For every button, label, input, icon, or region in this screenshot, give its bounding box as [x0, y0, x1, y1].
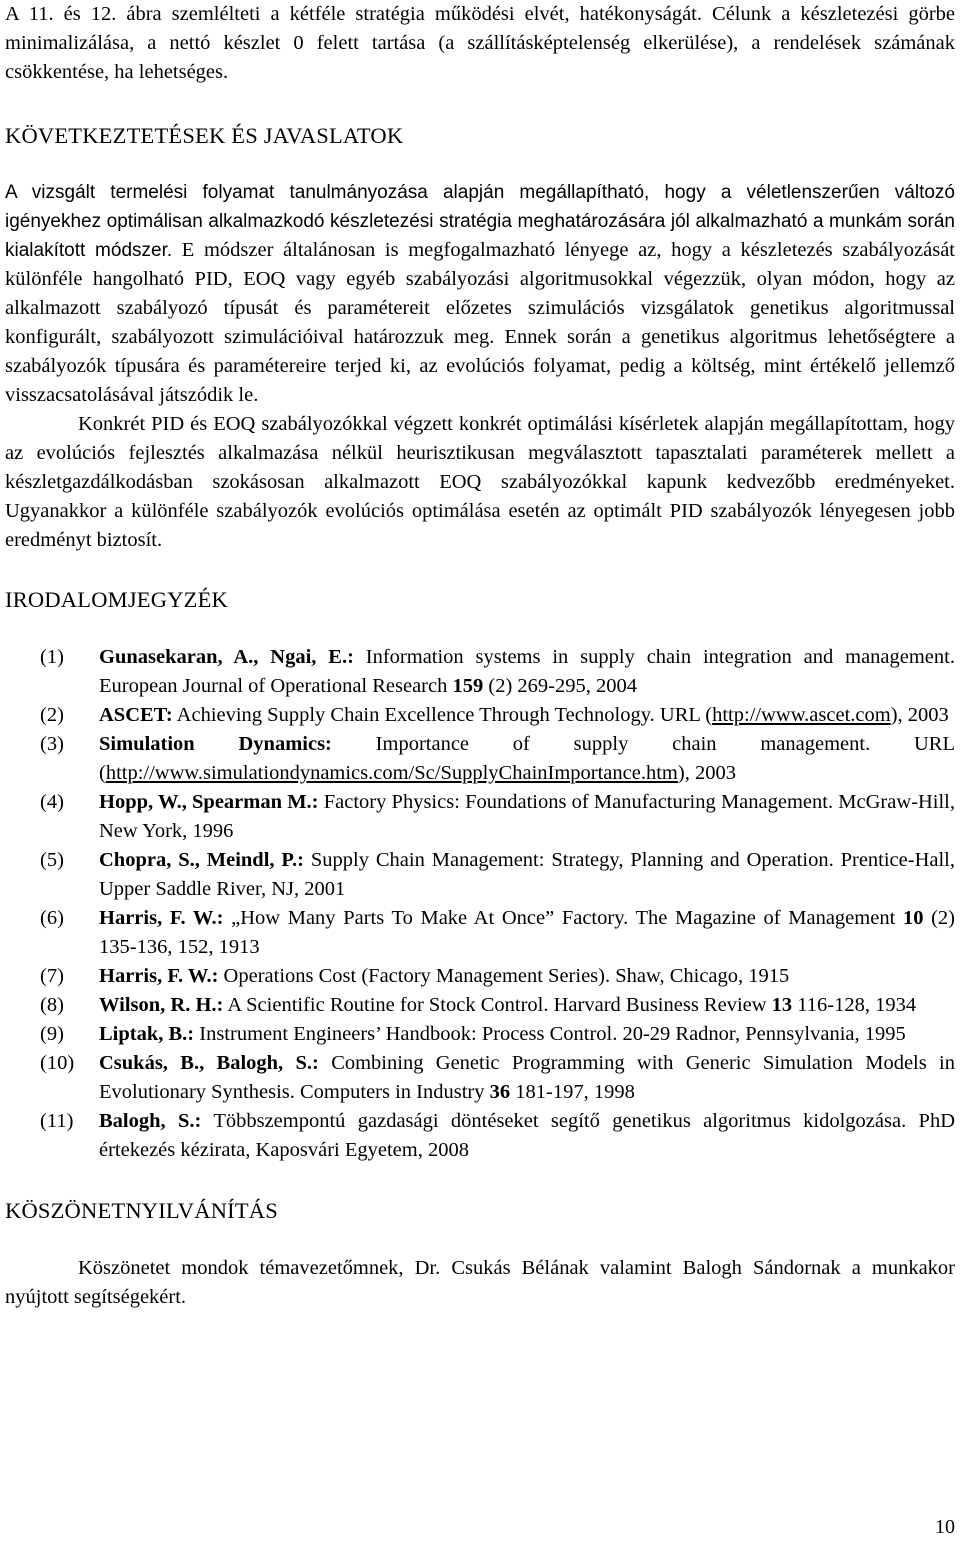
document-page: [5, 0, 955, 1312]
bibliography-item: [5, 730, 955, 788]
conclusions-paragraph-1-serif: E módszer általánosan is megfogalmazható lényege az, hogy a készletezés szabályozását különféle hangolható PID, EOQ vagy egyéb szabályozási algoritmusokkal végezzük, olyan módon, hogy az alkalmazott szabályozó típusát és paramétereit előzetes szimulációs vizsgálatok genetikus algoritmussal konfigurált, szabályozott szimulációival határozzuk meg. Ennek során a genetikus algoritmus lehetőségtere a szabályozók típusára és paramétereire terjed ki, az evolúciós folyamat, pedig a költség, mint értékelő jellemző visszacsatolásával játszódik le.: [5, 239, 955, 406]
bibliography-item: [5, 846, 955, 904]
acknowledgements-heading: KÖSZÖNETNYILVÁNÍTÁS: [5, 1198, 278, 1223]
bibliography-item-number: (6): [40, 907, 64, 929]
bibliography-item-authors: Hopp, W., Spearman M.:: [99, 791, 319, 813]
bibliography-item-authors: Harris, F. W.:: [99, 907, 224, 929]
acknowledgements-paragraph: Köszönetet mondok témavezetőmnek, Dr. Csukás Bélának valamint Balogh Sándornak a munkakor nyújtott segítségekért.: [5, 1257, 955, 1308]
bibliography-item-issue: 181-197, 1998: [510, 1081, 635, 1103]
bibliography-item-authors: ASCET:: [99, 704, 173, 726]
bibliography-item-number: (9): [40, 1023, 64, 1045]
bibliography-item-text: „How Many Parts To Make At Once” Factory. The Magazine of Management: [223, 907, 903, 929]
bibliography-item-authors: Liptak, B.:: [99, 1023, 195, 1045]
bibliography-item: [5, 1020, 955, 1049]
bibliography-item-issue: (2) 269-295, 2004: [483, 675, 637, 697]
bibliography-item-number: (10): [40, 1052, 75, 1074]
conclusions-paragraph-1: [5, 178, 955, 410]
bibliography-item: [5, 643, 955, 701]
bibliography-item-suffix: ), 2003: [677, 762, 736, 784]
bibliography-item-issue: (2) 135-136, 152, 1913: [99, 907, 955, 958]
bibliography-item: [5, 904, 955, 962]
bibliography-item: [5, 701, 955, 730]
bibliography-item-text: Factory Physics: Foundations of Manufacturing Management. McGraw-Hill, New York, 1996: [99, 791, 956, 842]
bibliography-item-issue: 116-128, 1934: [792, 994, 917, 1016]
bibliography-item-authors: Gunasekaran, A., Ngai, E.:: [99, 646, 354, 668]
bibliography-item-volume: 13: [771, 994, 793, 1016]
bibliography-item-number: (11): [40, 1110, 74, 1132]
bibliography-item: [5, 962, 955, 991]
bibliography-item-text: Information systems in supply chain integration and management. European Journal of Operational Research: [99, 646, 955, 697]
bibliography-heading: IRODALOMJEGYZÉK: [5, 587, 228, 612]
bibliography-item-volume: 36: [489, 1081, 511, 1103]
bibliography-item-text: Operations Cost (Factory Management Series). Shaw, Chicago, 1915: [218, 965, 790, 987]
page-number: 10: [935, 1516, 955, 1538]
bibliography-item: [5, 991, 955, 1020]
bibliography-item-authors: Balogh, S.:: [99, 1110, 202, 1132]
bibliography-item-text: A Scientific Routine for Stock Control. Harvard Business Review: [223, 994, 772, 1016]
conclusions-paragraph-2: Konkrét PID és EOQ szabályozókkal végzett konkrét optimálási kísérletek alapján megállapítottam, hogy az evolúciós fejlesztés alkalmazása nélkül heurisztikusan megválasztott tapasztalati paraméterek mellett a készletgazdálkodásban szokásosan alkalmazott EOQ szabályozókkal kapunk kedvezőbb eredményeket. Ugyanakkor a különféle szabályozók evolúciós optimálása esetén az optimált PID szabályozók lényegesen jobb eredményt biztosít.: [5, 413, 955, 551]
bibliography-list: [5, 643, 955, 1165]
bibliography-item-number: (2): [40, 704, 64, 726]
bibliography-item-authors: Chopra, S., Meindl, P.:: [99, 849, 305, 871]
bibliography-item-text: Importance of supply chain management. URL (: [99, 733, 955, 784]
bibliography-item-volume: 10: [902, 907, 924, 929]
bibliography-item-text: Combining Genetic Programming with Generic Simulation Models in Evolutionary Synthesis. Computers in Industry: [99, 1052, 956, 1103]
bibliography-item: [5, 1107, 955, 1165]
bibliography-item-text: Supply Chain Management: Strategy, Planning and Operation. Prentice-Hall, Upper Saddle River, NJ, 2001: [99, 849, 955, 900]
intro-paragraph: A 11. és 12. ábra szemlélteti a kétféle stratégia működési elvét, hatékonyságát. Célunk a készletezési görbe minimalizálása, a nettó készlet 0 felett tartása (a szállításképtelenség elkerülése), a rendelések számának csökkentése, ha lehetséges.: [5, 3, 955, 83]
bibliography-item-authors: Simulation Dynamics:: [99, 733, 332, 755]
bibliography-item-link[interactable]: http://www.simulationdynamics.com/Sc/SupplyChainImportance.htm: [105, 762, 678, 784]
bibliography-item-suffix: ), 2003: [890, 704, 949, 726]
bibliography-item-number: (4): [40, 791, 64, 813]
conclusions-heading: KÖVETKEZTETÉSEK ÉS JAVASLATOK: [5, 123, 404, 148]
bibliography-item-authors: Csukás, B., Balogh, S.:: [99, 1052, 319, 1074]
bibliography-item-authors: Wilson, R. H.:: [99, 994, 224, 1016]
bibliography-item: [5, 788, 955, 846]
bibliography-item-text: Többszempontú gazdasági döntéseket segítő genetikus algoritmus kidolgozása. PhD értekezés kézirata, Kaposvári Egyetem, 2008: [99, 1110, 955, 1161]
bibliography-item-number: (1): [40, 646, 64, 668]
bibliography-item-authors: Harris, F. W.:: [99, 965, 219, 987]
bibliography-item-text: Instrument Engineers’ Handbook: Process Control. 20-29 Radnor, Pennsylvania, 1995: [194, 1023, 906, 1045]
bibliography-item-volume: 159: [452, 675, 484, 697]
bibliography-item: [5, 1049, 955, 1107]
bibliography-item-number: (7): [40, 965, 64, 987]
bibliography-item-text: Achieving Supply Chain Excellence Through Technology. URL (: [172, 704, 713, 726]
bibliography-item-link[interactable]: http://www.ascet.com: [712, 704, 891, 726]
conclusions-paragraph-1-sans: A vizsgált termelési folyamat tanulmányozása alapján megállapítható, hogy a véletlenszerűen változó igényekhez optimálisan alkalmazkodó készletezési stratégia meghatározására jól alkalmazható a munkám során kialakított módszer.: [5, 182, 955, 261]
bibliography-item-number: (8): [40, 994, 64, 1016]
bibliography-item-number: (5): [40, 849, 64, 871]
bibliography-item-number: (3): [40, 733, 64, 755]
